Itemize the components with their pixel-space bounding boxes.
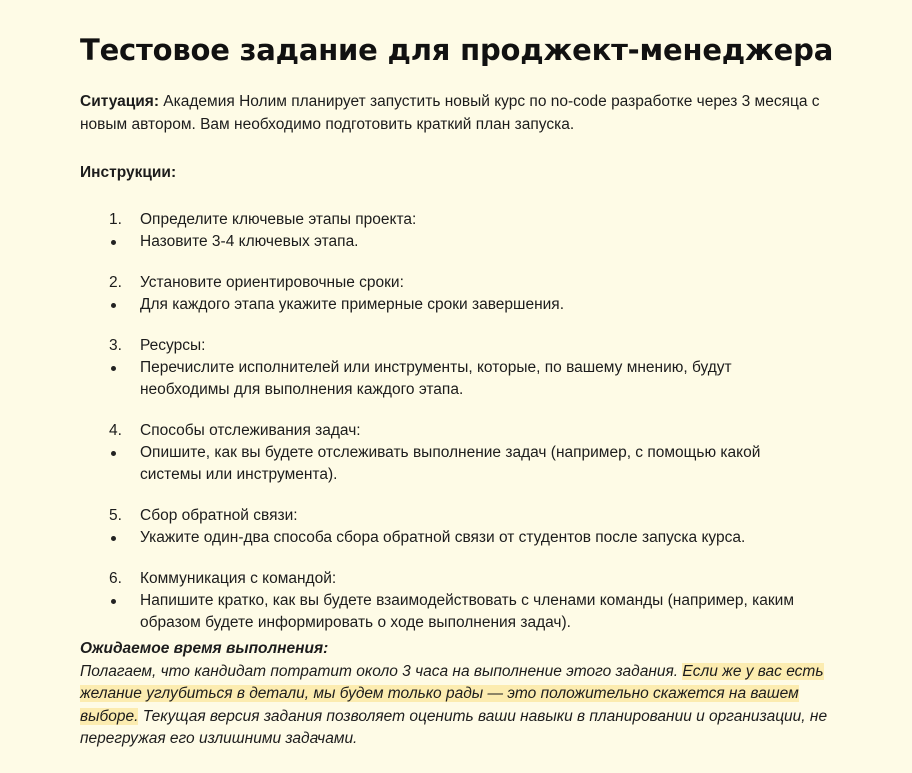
- bullet-icon: [111, 240, 116, 245]
- situation-text: Академия Нолим планирует запустить новый курс по no-code разработке через 3 месяца с новым автором. Вам необходимо подготовить краткий план запуска.: [80, 93, 820, 133]
- bullet-icon: [111, 451, 116, 456]
- expected-time-section: [80, 638, 840, 751]
- step-number: 2.: [109, 274, 122, 291]
- instructions-heading: Инструкции:: [80, 164, 177, 181]
- steps-list: [80, 209, 872, 634]
- expected-time-title: Ожидаемое время выполнения:: [80, 640, 329, 657]
- step-title: 4. Способы отслеживания задач:: [80, 420, 820, 442]
- step-2: [80, 272, 872, 316]
- step-bullet: Перечислите исполнителей или инструменты, которые, по вашему мнению, будут необходимы для выполнения каждого этапа.: [80, 357, 820, 401]
- step-3: [80, 335, 872, 401]
- step-5: [80, 505, 872, 549]
- step-title: 6. Коммуникация с командой:: [80, 568, 820, 590]
- step-bullet: Назовите 3-4 ключевых этапа.: [80, 231, 820, 253]
- document-title: Тестовое задание для проджект-менеджера: [80, 33, 834, 67]
- step-4: [80, 420, 872, 486]
- bullet-icon: [111, 536, 116, 541]
- situation-paragraph: [80, 90, 840, 136]
- bullet-icon: [111, 366, 116, 371]
- step-1: [80, 209, 872, 253]
- step-title: 2. Установите ориентировочные сроки:: [80, 272, 820, 294]
- step-number: 1.: [109, 211, 122, 228]
- expected-time-text: Полагаем, что кандидат потратит около 3 часа на выполнение этого задания. Если же у вас есть желание углубиться в детали, мы будем только рады — это положительно скажется на вашем выборе. Текущая версия задания позволяет оценить ваши навыки в планировании и организации, не перегружая его излишними задачами.: [80, 662, 828, 747]
- bullet-icon: [111, 599, 116, 604]
- step-number: 3.: [109, 337, 122, 354]
- bullet-icon: [111, 303, 116, 308]
- step-bullet: Укажите один-два способа сбора обратной связи от студентов после запуска курса.: [80, 527, 820, 549]
- step-number: 5.: [109, 507, 122, 524]
- highlighted-text: Если же у вас есть желание углубиться в детали, мы будем только рады — это положительно скажется на вашем выборе.: [80, 662, 824, 725]
- step-bullet: Опишите, как вы будете отслеживать выполнение задач (например, с помощью какой системы или инструмента).: [80, 442, 820, 486]
- step-bullet: Для каждого этапа укажите примерные сроки завершения.: [80, 294, 820, 316]
- step-title: 1. Определите ключевые этапы проекта:: [80, 209, 820, 231]
- step-number: 6.: [109, 570, 122, 587]
- situation-label: Ситуация:: [80, 93, 159, 110]
- step-number: 4.: [109, 422, 122, 439]
- step-bullet: Напишите кратко, как вы будете взаимодействовать с членами команды (например, каким образом будете информировать о ходе выполнения задач).: [80, 590, 820, 634]
- step-6: [80, 568, 872, 634]
- step-title: 5. Сбор обратной связи:: [80, 505, 820, 527]
- step-title: 3. Ресурсы:: [80, 335, 820, 357]
